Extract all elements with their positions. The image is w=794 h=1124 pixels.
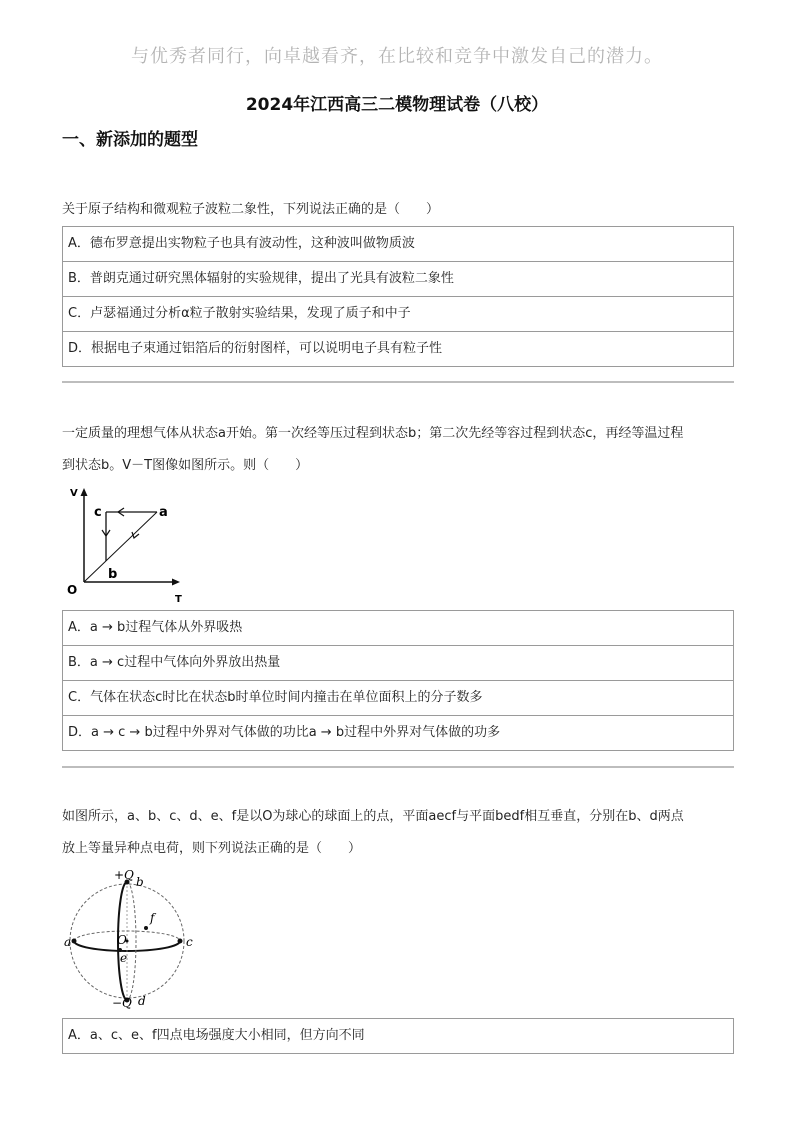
q3-stem-line2: 放上等量异种点电荷，则下列说法正确的是（ ）	[62, 841, 362, 856]
point-a	[72, 939, 77, 944]
section-heading: 一、新添加的题型	[62, 130, 198, 150]
q2-option-d[interactable]: D．a → c → b过程中外界对气体做的功比a → b过程中外界对气体做的功多	[63, 715, 733, 750]
state-a-label: a	[159, 505, 168, 520]
q1-options	[62, 226, 734, 367]
state-b-label: b	[108, 567, 118, 582]
q2-option-c[interactable]: C．气体在状态c时比在状态b时单位时间内撞击在单位面积上的分子数多	[63, 680, 733, 715]
question-separator	[62, 381, 734, 383]
q1-stem: 关于原子结构和微观粒子波粒二象性，下列说法正确的是（ ）	[62, 202, 440, 217]
page-motto: 与优秀者同行，向卓越看齐，在比较和竞争中激发自己的潜力。	[131, 46, 663, 67]
v-axis-arrow-icon	[81, 488, 88, 496]
v-axis-label: V	[70, 488, 78, 499]
q3-option-a[interactable]: A．a、c、e、f四点电场强度大小相同，但方向不同	[68, 1028, 365, 1043]
label-f: f	[150, 911, 155, 925]
charge-minus-q-label: −Q	[112, 996, 132, 1010]
charge-plus-q-label: +Q	[114, 868, 134, 882]
q1-option-b[interactable]: B．普朗克通过研究黑体辐射的实验规律，提出了光具有波粒二象性	[63, 261, 733, 296]
label-o: O	[117, 933, 127, 947]
q3-stem-line1: 如图所示，a、b、c、d、e、f是以O为球心的球面上的点，平面aecf与平面bedf相互垂直，分别在b、d两点	[62, 809, 684, 824]
q1-option-a[interactable]: A．德布罗意提出实物粒子也具有波动性，这种波叫做物质波	[68, 236, 415, 251]
q2-option-b[interactable]: B．a → c过程中气体向外界放出热量	[63, 645, 733, 680]
label-d: d	[138, 994, 146, 1008]
label-b: b	[136, 875, 144, 889]
q2-vt-diagram	[62, 482, 192, 606]
paper-title: 2024年江西高三二模物理试卷（八校）	[245, 95, 549, 115]
point-c	[178, 939, 183, 944]
state-c-label: c	[94, 505, 102, 520]
q2-stem-line1: 一定质量的理想气体从状态a开始。第一次经等压过程到状态b；第二次先经等容过程到状态c，再经等温过程	[62, 426, 684, 441]
q3-sphere-diagram	[62, 866, 212, 1012]
question-separator	[62, 766, 734, 768]
q1-option-c[interactable]: C．卢瑟福通过分析α粒子散射实验结果，发现了质子和中子	[63, 296, 733, 331]
label-e: e	[120, 951, 128, 965]
q3-options	[62, 1018, 734, 1054]
q2-options	[62, 610, 734, 751]
point-f	[144, 926, 148, 930]
origin-label: O	[67, 583, 78, 597]
q2-option-a[interactable]: A．a → b过程气体从外界吸热	[68, 620, 243, 635]
q2-stem-line2: 到状态b。V－T图像如图所示。则（ ）	[62, 458, 309, 473]
t-axis-arrow-icon	[172, 579, 180, 586]
label-c: c	[186, 935, 193, 949]
label-a: a	[64, 935, 72, 949]
t-axis-label: T	[175, 594, 182, 605]
line-ob	[84, 512, 157, 582]
q1-option-d[interactable]: D．根据电子束通过铝箔后的衍射图样，可以说明电子具有粒子性	[63, 331, 733, 366]
